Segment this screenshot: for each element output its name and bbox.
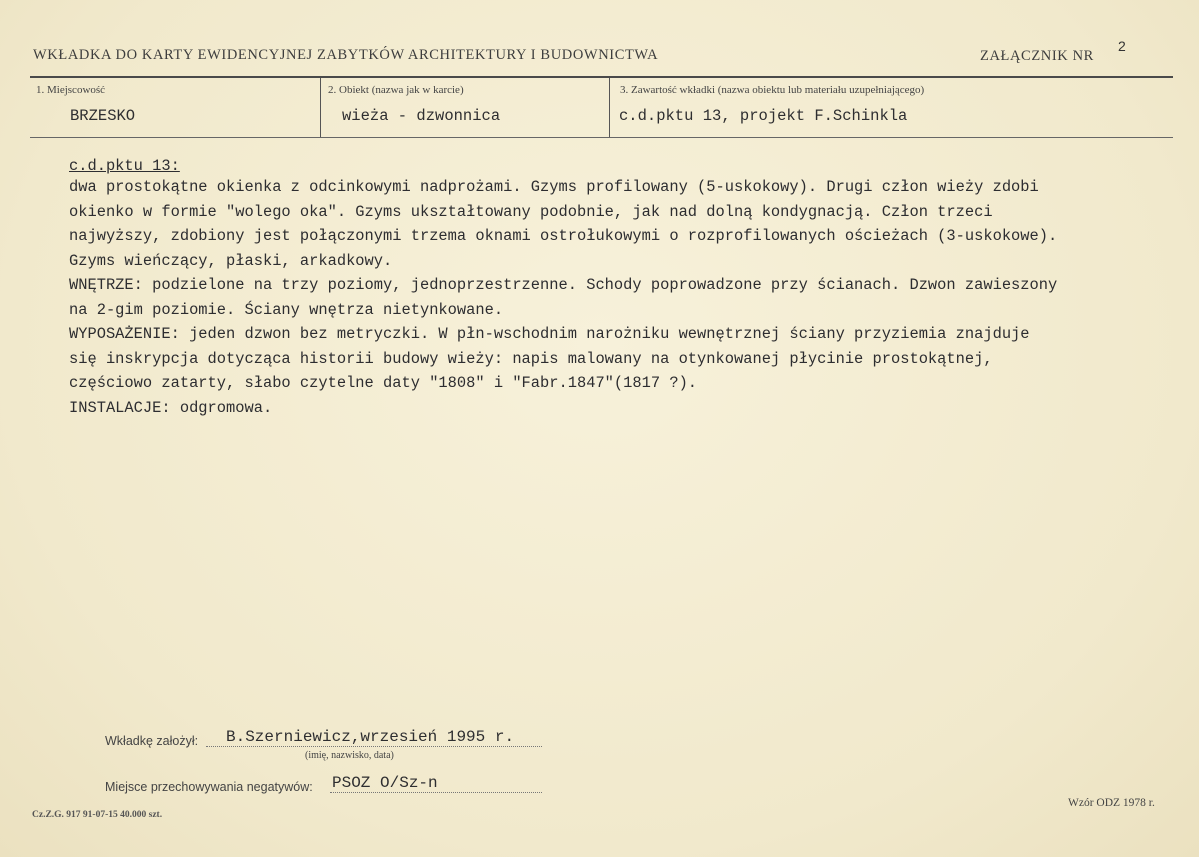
body-line: się inskrypcja dotycząca historii budowy wieży: napis malowany na otynkowanej płycinie prostokątnej, bbox=[69, 349, 993, 368]
header-box-top-rule bbox=[30, 76, 1173, 78]
attachment-label: ZAŁĄCZNIK NR bbox=[980, 48, 1094, 64]
body-line: najwyższy, zdobiony jest połączonymi trzema oknami ostrołukowymi o rozprofilowanych ościeżach (3-uskokowe). bbox=[69, 227, 1058, 245]
object-label: 2. Obiekt (nazwa jak w karcie) bbox=[328, 84, 464, 96]
body-line: okienko w formie "wolego oka". Gzyms ukształtowany podobnie, jak nad dolną kondygnacją. Człon trzeci bbox=[69, 202, 993, 221]
author-value: B.Szerniewicz,wrzesień 1995 r. bbox=[226, 728, 515, 746]
header-box-bottom-rule bbox=[30, 137, 1173, 138]
negatives-label: Miejsce przechowywania negatywów: bbox=[105, 780, 313, 794]
author-label: Wkładkę założył: bbox=[105, 734, 199, 748]
body-line: częściowo zatarty, słabo czytelne daty "1808" i "Fabr.1847"(1817 ?). bbox=[69, 374, 698, 392]
body-text bbox=[69, 175, 1057, 420]
header-divider-1 bbox=[320, 78, 321, 137]
header-divider-2 bbox=[609, 78, 610, 137]
print-info: Cz.Z.G. 917 91-07-15 40.000 szt. bbox=[32, 810, 163, 820]
author-hint: (imię, nazwisko, data) bbox=[305, 750, 394, 761]
body-line: na 2-gim poziomie. Ściany wnętrza nietynkowane. bbox=[69, 300, 504, 319]
document-title: WKŁADKA DO KARTY EWIDENCYJNEJ ZABYTKÓW ARCHITEKTURY I BUDOWNICTWA bbox=[33, 47, 659, 63]
object-value: wieża - dzwonnica bbox=[342, 107, 501, 125]
author-dotted-line bbox=[206, 746, 542, 747]
content-label: 3. Zawartość wkładki (nazwa obiektu lub materiału uzupełniającego) bbox=[620, 84, 925, 96]
body-line: dwa prostokątne okienka z odcinkowymi nadprożami. Gzyms profilowany (5-uskokowy). Drugi człon wieży zdobi bbox=[69, 178, 1039, 196]
body-line: WYPOSAŻENIE: jeden dzwon bez metryczki. W płn-wschodnim narożniku wewnętrznej ściany przyziemia znajduje bbox=[69, 325, 1030, 343]
attachment-number: 2 bbox=[1118, 38, 1126, 54]
place-value: BRZESKO bbox=[70, 107, 136, 125]
place-label: 1. Miejscowość bbox=[36, 84, 106, 96]
form-label: Wzór ODZ 1978 r. bbox=[1068, 797, 1155, 809]
negatives-value: PSOZ O/Sz-n bbox=[332, 774, 438, 792]
negatives-dotted-line bbox=[330, 792, 542, 793]
content-value: c.d.pktu 13, projekt F.Schinkla bbox=[619, 107, 908, 125]
body-line: WNĘTRZE: podzielone na trzy poziomy, jednoprzestrzenne. Schody poprowadzone przy ścianach. Dzwon zawieszony bbox=[69, 276, 1058, 294]
body-line: Gzyms wieńczący, płaski, arkadkowy. bbox=[69, 251, 393, 270]
body-line: INSTALACJE: odgromowa. bbox=[69, 398, 273, 417]
body-heading: c.d.pktu 13: bbox=[69, 157, 180, 175]
